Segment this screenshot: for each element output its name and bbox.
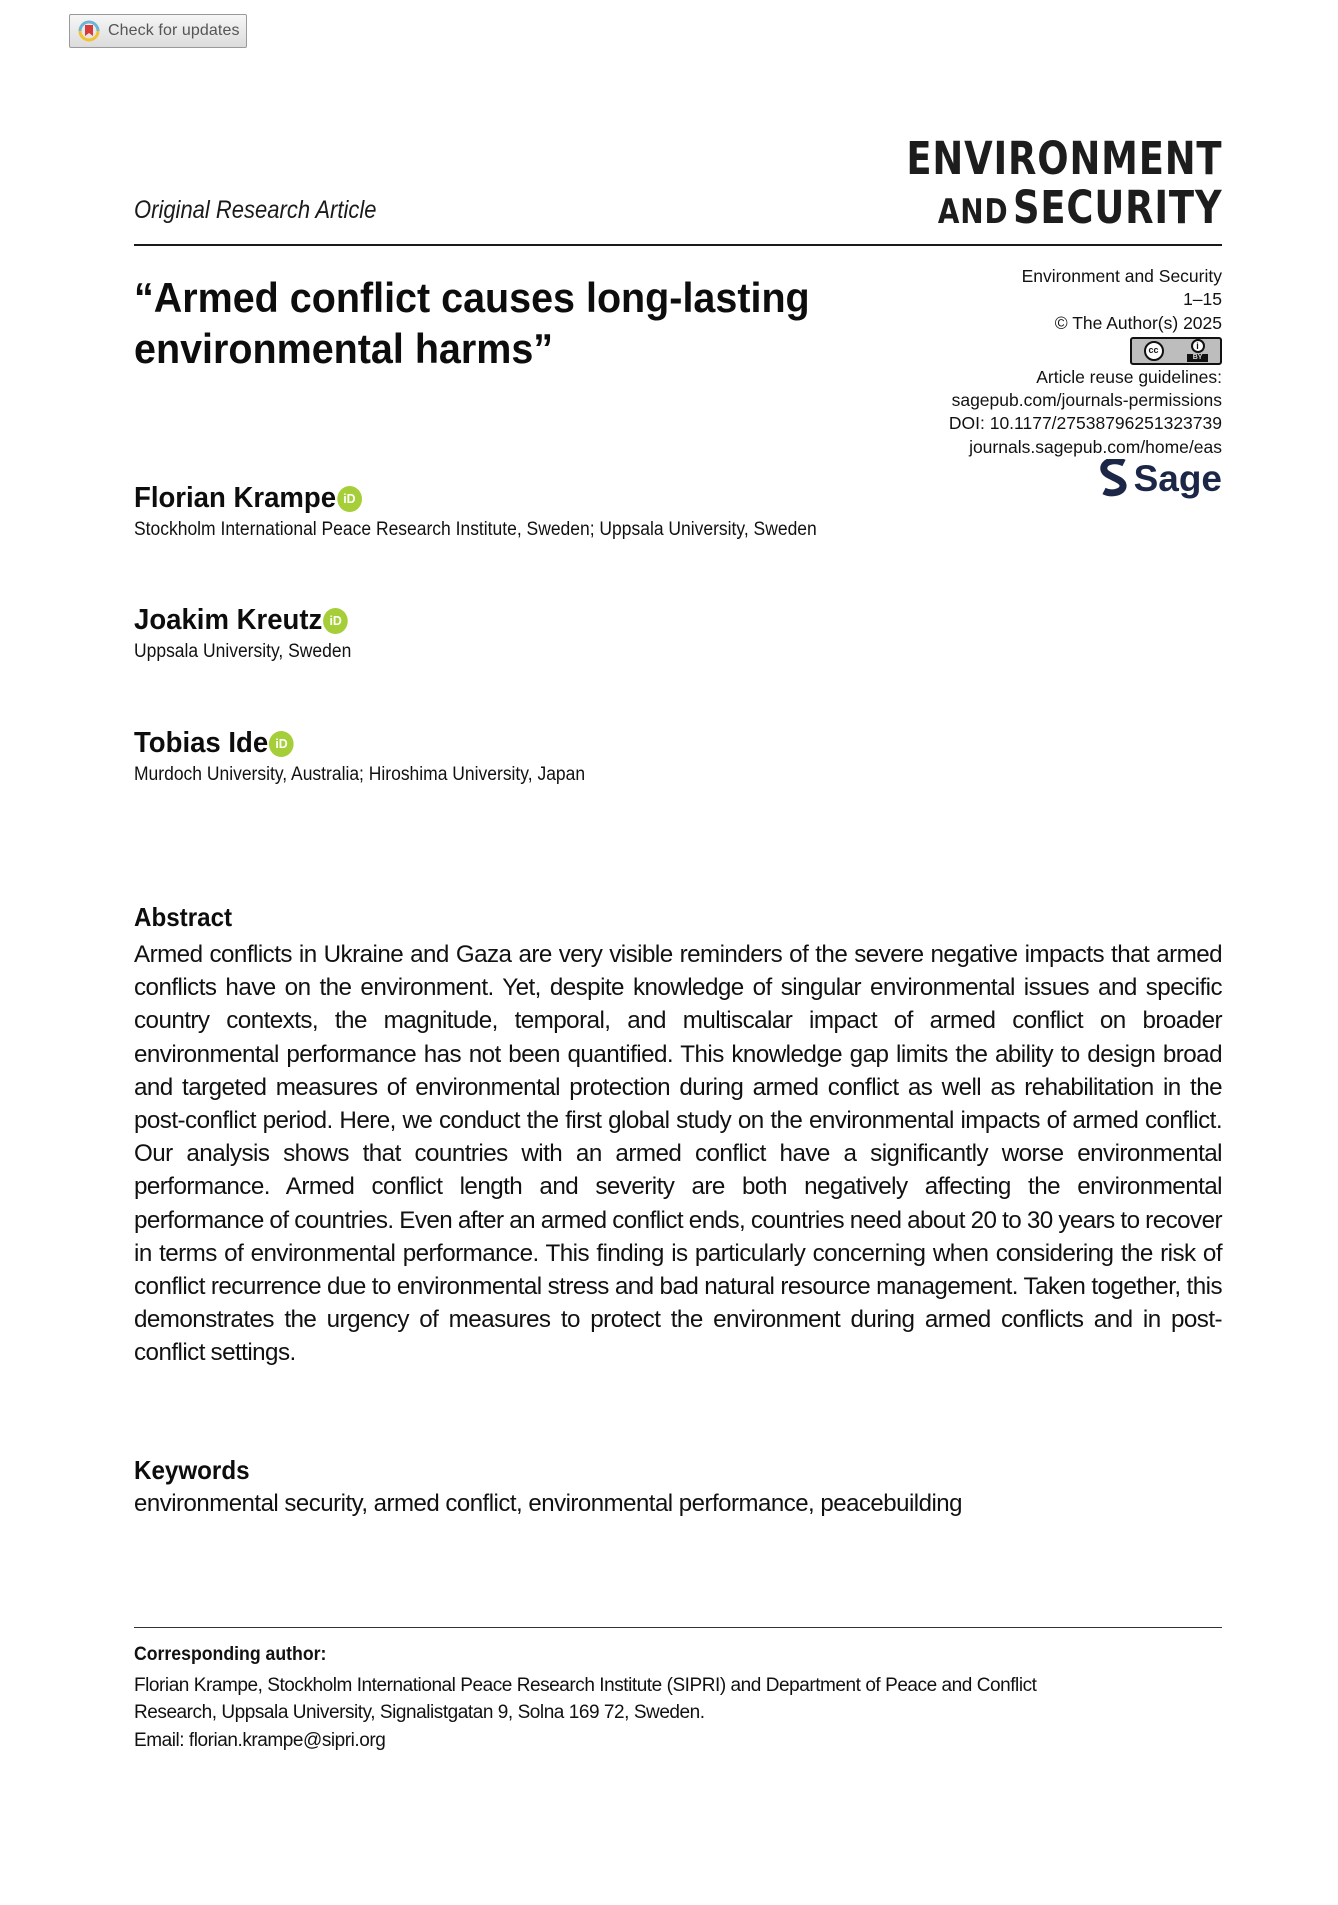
- orcid-icon[interactable]: iD: [337, 486, 362, 512]
- author-name: [134, 604, 348, 637]
- footnote-divider: [134, 1627, 1222, 1628]
- reuse-guidelines-link[interactable]: sagepub.com/journals-permissions: [951, 390, 1222, 411]
- author-block: [134, 482, 876, 541]
- keywords-heading: Keywords: [134, 1455, 250, 1485]
- keywords-text: environmental security, armed conflict, environmental performance, peacebuilding: [134, 1490, 962, 1517]
- abstract-heading: Abstract: [134, 902, 233, 932]
- article-type: Original Research Article: [134, 196, 377, 224]
- check-for-updates-button[interactable]: [69, 14, 247, 48]
- doi[interactable]: DOI: 10.1177/27538796251323739: [948, 413, 1222, 434]
- journal-name: Environment and Security: [1021, 266, 1222, 286]
- orcid-icon[interactable]: iD: [323, 608, 348, 634]
- orcid-icon[interactable]: iD: [269, 731, 294, 757]
- corresponding-author-heading: Corresponding author:: [134, 1644, 327, 1665]
- header-divider: [134, 244, 1222, 246]
- journal-logo-and: AND: [937, 192, 1009, 232]
- journal-logo-line2: [906, 181, 1222, 234]
- author-name: [134, 727, 294, 760]
- by-label: BY: [1187, 354, 1209, 362]
- cc-by-license-badge[interactable]: [1130, 337, 1222, 365]
- copyright: © The Author(s) 2025: [1054, 312, 1222, 333]
- crossmark-icon: [78, 20, 100, 42]
- author-name-text: Tobias Ide: [134, 727, 269, 759]
- author-block: [134, 727, 624, 786]
- attribution-person-icon: i: [1191, 339, 1205, 353]
- corresponding-author-line: Florian Krampe, Stockholm International Peace Research Institute (SIPRI) and Department of Peace and Conflict: [134, 1675, 1037, 1696]
- abstract-text: Armed conflicts in Ukraine and Gaza are very visible reminders of the severe negative impacts that armed conflicts have on the environment. Yet, despite knowledge of singular environmental issues and specific country contexts, the magnitude, temporal, and multiscalar impact of armed conflict on broader environmental performance has not been quantified. This knowledge gap limits the ability to design broad and targeted measures of environmental protection during armed conflict as well as rehabilitation in the post-conflict period. Here, we conduct the first global study on the environmental impacts of armed conflict. Our analysis shows that countries with an armed conflict have a significantly worse environmental performance. Armed conflict length and severity are both negatively affecting the environmental performance of countries. Even after an armed conflict ends, countries need about 20 to 30 years to recover in terms of environmental performance. This finding is particularly concerning when considering the risk of conflict recurrence due to environmental stress and bad natural resource management. Taken together, this demonstrates the urgency of measures to protect the environment during armed conflicts and in post-conflict settings.: [134, 941, 1222, 1367]
- cc-icon: cc: [1144, 341, 1164, 361]
- article-title: “Armed conflict causes long-lasting environmental harms”: [134, 274, 810, 372]
- author-name: [134, 482, 362, 515]
- publication-meta: [949, 265, 1222, 459]
- reuse-guidelines-label: Article reuse guidelines:: [1036, 366, 1222, 387]
- journal-logo: [837, 132, 1222, 234]
- journal-logo-line1: ENVIRONMENT: [905, 132, 1222, 185]
- corresponding-author-email[interactable]: Email: florian.krampe@sipri.org: [134, 1729, 386, 1751]
- journal-homepage-link[interactable]: journals.sagepub.com/home/eas: [969, 436, 1222, 457]
- corresponding-author-line: Research, Uppsala University, Signalistgatan 9, Solna 169 72, Sweden.: [134, 1702, 705, 1724]
- author-affiliation: Murdoch University, Australia; Hiroshima University, Japan: [134, 764, 586, 785]
- author-affiliation: Uppsala University, Sweden: [134, 641, 352, 662]
- author-name-text: Joakim Kreutz: [134, 604, 323, 636]
- sage-logo[interactable]: [1100, 458, 1222, 500]
- sage-wordmark: Sage: [1133, 458, 1222, 499]
- author-name-text: Florian Krampe: [134, 482, 337, 514]
- check-for-updates-label: Check for updates: [108, 22, 240, 39]
- author-affiliation: Stockholm International Peace Research Institute, Sweden; Uppsala University, Sweden: [134, 519, 817, 540]
- journal-logo-security: SECURITY: [1012, 181, 1222, 234]
- by-attribution: [1187, 339, 1209, 362]
- corresponding-author-details: [134, 1672, 1134, 1754]
- page-range: 1–15: [1183, 289, 1222, 310]
- sage-s-mark-icon: [1100, 459, 1128, 499]
- author-block: [134, 604, 370, 663]
